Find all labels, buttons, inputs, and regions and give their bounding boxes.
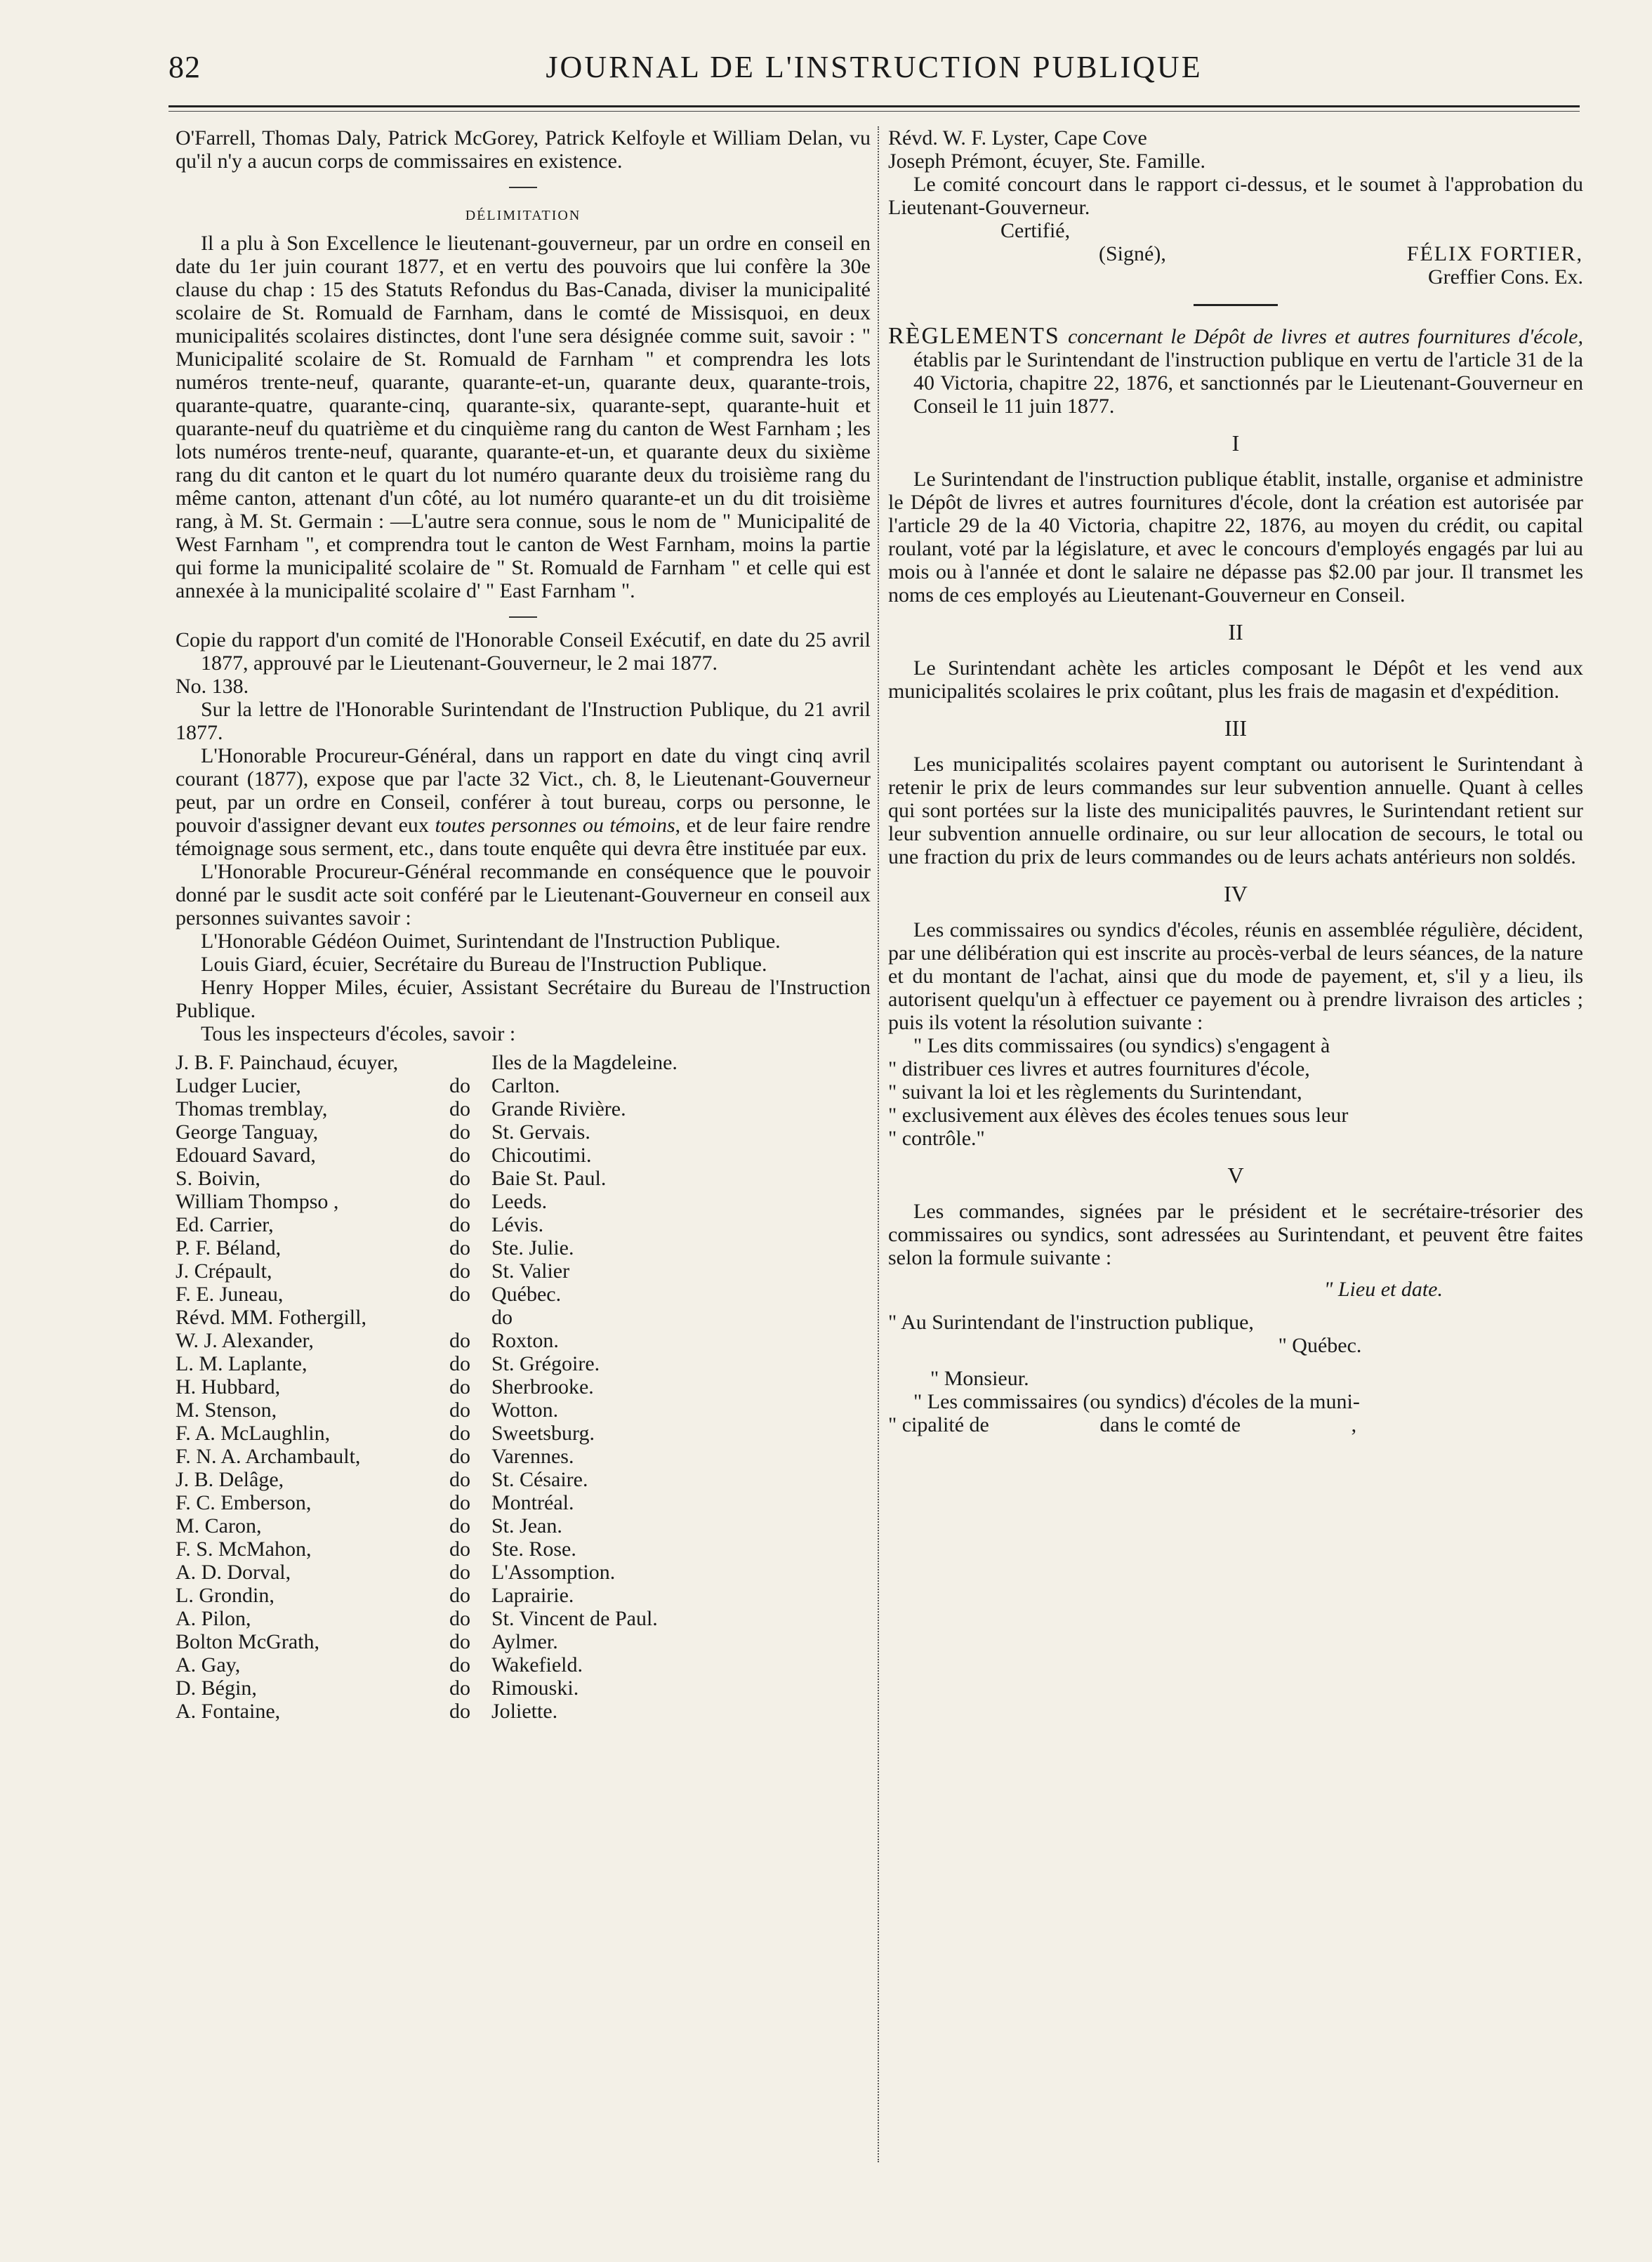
roster-do (428, 1306, 491, 1329)
roster-place: Baie St. Paul. (491, 1167, 607, 1190)
roster-place: St. Grégoire. (491, 1352, 600, 1375)
roster-do: do (449, 1074, 470, 1097)
roster-row (176, 1213, 871, 1236)
roster-name: M. Caron, (176, 1514, 262, 1537)
signe: (Signé), (1099, 242, 1166, 265)
roster-name: D. Bégin, (176, 1676, 257, 1700)
paragraph: Les municipalités scolaires payent comptant ou autorisent le Surintendant à retenir le prix de leurs commandes sur leur subvention annuelle. Quant à celles qui sont portées sur la liste des municipalités pauvres, le Surintendant retient sur leur subvention annuelle ordinaire, ou sur leur allocation de secours, le total ou une fraction du prix de leurs commandes ou de leurs achats antérieurs non soldés. (888, 753, 1583, 868)
roster-do: do (449, 1445, 470, 1468)
roster-name: Thomas tremblay, (176, 1097, 328, 1120)
roster-row (176, 1398, 871, 1422)
roster-do: do (449, 1259, 470, 1283)
roster-name: A. Gay, (176, 1653, 241, 1676)
roster-name: Bolton McGrath, (176, 1630, 319, 1653)
journal-title: JOURNAL DE L'INSTRUCTION PUBLIQUE (546, 50, 1203, 84)
roster-place: Leeds. (491, 1190, 548, 1213)
roster-do: do (449, 1097, 470, 1120)
roster-row (176, 1676, 871, 1700)
roster-row (176, 1051, 871, 1074)
roster-place: Joliette. (491, 1700, 558, 1723)
page-header (168, 44, 1580, 93)
section-number: III (1224, 715, 1247, 741)
roster-name: Révd. MM. Fothergill, (176, 1306, 366, 1329)
roster-name: J. B. F. Painchaud, écuyer, (176, 1051, 399, 1074)
roster-place: Wakefield. (491, 1653, 583, 1676)
column-divider (878, 126, 879, 2162)
paragraph: Les commissaires ou syndics d'écoles, réunis en assemblée régulière, décident, par une délibération qui est inscrite au procès-verbal de leurs séances, de la nature et du montant de l'achat, ainsi que du mode de payement, et, s'il y a lieu, ils autorisent quelqu'un à effectuer ce payement ou à prendre livraison des articles ; puis ils votent la résolution suivante : (888, 918, 1583, 1034)
section-rule (1194, 304, 1278, 306)
paragraph: Révd. W. F. Lyster, Cape Cove (888, 126, 1147, 150)
roster-row (176, 1468, 871, 1491)
paragraph: Il a plu à Son Excellence le lieutenant-gouverneur, par un ordre en conseil en date du 1er juin courant 1877, et en vertu des pouvoirs que lui confère la 30e clause du chap : 15 des Statuts Refondus du Bas-Canada, diviser la municipalité scolaire de St. Romuald de Farnham, dans le comté de Missisquoi, en deux municipalités scolaires distinctes, dont l'une sera désignée comme suit, savoir : " Municipalité scolaire de St. Romuald de Farnham " et comprendra les lots numéros trente-neuf, quarante, quarante-et-un, quarante deux, quarante-trois, quarante-quatre, quarante-cinq, quarante-six, quarante-sept, quarante-huit et quarante-neuf du quatrième et du cinquième rang du canton de West Farnham ; les lots numéros trente-neuf, quarante, quarante-et-un, et quarante deux du sixième rang du dit canton et le quart du lot numéro quarante deux du troisième rang du même canton, attenant d'un côté, au lot numéro quarante-et un du dit troisième rang, à M. St. Germain : —L'autre sera connue, sous le nom de " Municipalité de West Farnham ", et comprendra tout le canton de West Farnham, moins la partie qui forme la municipalité scolaire de " St. Romuald de Farnham " et celle qui est annexée à la municipalité scolaire d' " East Farnham ". (176, 232, 871, 602)
roster-do: do (449, 1213, 470, 1236)
roster-place: St. Vincent de Paul. (491, 1607, 658, 1630)
address-line: " Au Surintendant de l'instruction publique, (888, 1311, 1254, 1334)
roster-name: L. Grondin, (176, 1584, 275, 1607)
roster-row (176, 1607, 871, 1630)
quote-line: " Les dits commissaires (ou syndics) s'engagent à (913, 1034, 1330, 1057)
roster-row (176, 1167, 871, 1190)
address-line: " Québec. (1278, 1334, 1362, 1357)
roster-do: do (449, 1422, 470, 1445)
lieu-et-date: " Lieu et date. (1323, 1278, 1443, 1301)
roster-place: Sweetsburg. (491, 1422, 595, 1445)
roster-do: do (449, 1584, 470, 1607)
paragraph: L'Honorable Gédéon Ouimet, Surintendant de l'Instruction Publique. (201, 930, 781, 953)
section-number: V (1227, 1163, 1244, 1188)
roster-name: Edouard Savard, (176, 1144, 316, 1167)
roster-do: do (449, 1607, 470, 1630)
roster-row (176, 1283, 871, 1306)
letter-line: " Les commissaires (ou syndics) d'écoles de la muni- (913, 1390, 1360, 1413)
roster-place: Laprairie. (491, 1584, 574, 1607)
roster-row (176, 1584, 871, 1607)
roster-row (176, 1120, 871, 1144)
roster-do: do (449, 1375, 470, 1398)
roster-row (176, 1491, 871, 1514)
roster-do: do (449, 1537, 470, 1561)
roster-name: L. M. Laplante, (176, 1352, 308, 1375)
roster-name: A. Pilon, (176, 1607, 251, 1630)
section-dash (176, 174, 871, 197)
roster-row (176, 1144, 871, 1167)
paragraph: L'Honorable Procureur-Général recommande en conséquence que le pouvoir donné par le susdit acte soit conféré par le Lieutenant-Gouverneur en conseil aux personnes suivantes savoir : (176, 860, 871, 930)
roster-name: S. Boivin, (176, 1167, 260, 1190)
roster-do: do (449, 1236, 470, 1259)
roster-do: do (449, 1491, 470, 1514)
roster-row (176, 1329, 871, 1352)
roster-row (176, 1306, 871, 1329)
roster-row (176, 1259, 871, 1283)
roster-place: St. Valier (491, 1259, 570, 1283)
roster-do: do (449, 1352, 470, 1375)
inspector-roster (176, 1051, 871, 1723)
header-rule (168, 105, 1580, 112)
paragraph: No. 138. (176, 675, 249, 698)
roster-place: Varennes. (491, 1445, 574, 1468)
roster-name: P. F. Béland, (176, 1236, 282, 1259)
quote-line: " distribuer ces livres et autres fournitures d'école, (888, 1057, 1310, 1080)
roster-place: St. Césaire. (491, 1468, 588, 1491)
roster-do: do (449, 1329, 470, 1352)
section-number: IV (1224, 881, 1248, 906)
roster-row (176, 1375, 871, 1398)
quote-line: " suivant la loi et les règlements du Surintendant, (888, 1080, 1302, 1104)
roster-place: Sherbrooke. (491, 1375, 594, 1398)
quote-line: " contrôle." (888, 1127, 985, 1150)
roster-place: Carlton. (491, 1074, 560, 1097)
roster-do: do (449, 1561, 470, 1584)
roster-do: do (449, 1630, 470, 1653)
roster-name: M. Stenson, (176, 1398, 277, 1422)
roster-place: Aylmer. (491, 1630, 558, 1653)
roster-do: do (449, 1120, 470, 1144)
roster-place: Ste. Rose. (491, 1537, 576, 1561)
roster-do: do (449, 1190, 470, 1213)
roster-name: A. D. Dorval, (176, 1561, 291, 1584)
roster-place: Grande Rivière. (491, 1097, 626, 1120)
roster-place: do (491, 1306, 513, 1329)
roster-do: do (449, 1653, 470, 1676)
certifie: Certifié, (1000, 219, 1071, 242)
roster-place: Wotton. (491, 1398, 559, 1422)
paragraph: Le Surintendant de l'instruction publique établit, installe, organise et administre le Dépôt de livres et autres fournitures d'école, dont la création est autorisée par l'article 29 de la 40 Victoria, chapitre 22, 1876, au moyen du crédit, ou capital roulant, voté par la législature, et avec le concours d'employés engagés par lui au mois ou à l'année et dont le salaire ne dépasse pas $2.00 par jour. Il transmet les noms de ces employés au Lieutenant-Gouverneur en Conseil. (888, 468, 1583, 607)
roster-row (176, 1074, 871, 1097)
roster-place: Iles de la Magdeleine. (491, 1051, 678, 1074)
roster-name: Ed. Carrier, (176, 1213, 274, 1236)
left-column (176, 126, 871, 2204)
roster-place: Montréal. (491, 1491, 574, 1514)
roster-do: do (449, 1398, 470, 1422)
page-number: 82 (168, 50, 201, 84)
paragraph: Le Surintendant achète les articles composant le Dépôt et les vend aux municipalités scolaires le prix coûtant, plus les frais de magasin et d'expédition. (888, 656, 1583, 703)
paragraph: O'Farrell, Thomas Daly, Patrick McGorey, Patrick Kelfoyle et William Delan, vu qu'il n'y a aucun corps de commissaires en existence. (176, 126, 871, 173)
roster-do: do (449, 1700, 470, 1723)
roster-place: Lévis. (491, 1213, 544, 1236)
roster-do: do (449, 1676, 470, 1700)
roster-place: Roxton. (491, 1329, 559, 1352)
roster-name: F. E. Juneau, (176, 1283, 284, 1306)
roster-do: do (449, 1144, 470, 1167)
roster-name: William Thompso , (176, 1190, 339, 1213)
paragraph: Tous les inspecteurs d'écoles, savoir : (201, 1022, 516, 1045)
roster-place: Ste. Julie. (491, 1236, 574, 1259)
paragraph: Les commandes, signées par le président et le secrétaire-trésorier des commissaires ou syndics, sont adressées au Surintendant, et peuvent être faites selon la formule suivante : (888, 1200, 1583, 1269)
signature-line (888, 242, 1583, 265)
reglements-intro: RÈGLEMENTS concernant le Dépôt de livres et autres fournitures d'école, établis par le Surintendant de l'instruction publique en vertu de l'article 31 de la 40 Victoria, chapitre 22, 1876, et sanctionnés par le Lieutenant-Gouverneur en Conseil le 11 juin 1877. (888, 323, 1583, 418)
roster-place: Rimouski. (491, 1676, 579, 1700)
roster-row (176, 1514, 871, 1537)
roster-name: F. C. Emberson, (176, 1491, 312, 1514)
roster-name: F. A. McLaughlin, (176, 1422, 331, 1445)
section-number: I (1231, 430, 1240, 456)
roster-row (176, 1190, 871, 1213)
roster-name: F. N. A. Archambault, (176, 1445, 361, 1468)
roster-name: A. Fontaine, (176, 1700, 281, 1723)
signer-name: FÉLIX FORTIER, (1406, 242, 1583, 265)
paragraph: Le comité concourt dans le rapport ci-dessus, et le soumet à l'approbation du Lieutenant-Gouverneur. (888, 173, 1583, 219)
paragraph: Copie du rapport d'un comité de l'Honorable Conseil Exécutif, en date du 25 avril 1877, approuvé par le Lieutenant-Gouverneur, le 2 mai 1877. (176, 628, 871, 675)
roster-row (176, 1097, 871, 1120)
roster-name: J. B. Delâge, (176, 1468, 284, 1491)
roster-place: L'Assomption. (491, 1561, 616, 1584)
right-column (888, 126, 1583, 2204)
roster-name: F. S. McMahon, (176, 1537, 312, 1561)
roster-name: George Tanguay, (176, 1120, 319, 1144)
paragraph: Joseph Prémont, écuyer, Ste. Famille. (888, 150, 1206, 173)
roster-name: Ludger Lucier, (176, 1074, 301, 1097)
quote-line: " exclusivement aux élèves des écoles tenues sous leur (888, 1104, 1349, 1127)
roster-row (176, 1422, 871, 1445)
letter-line: " cipalité de dans le comté de , (888, 1413, 1357, 1436)
roster-place: St. Gervais. (491, 1120, 590, 1144)
roster-do (428, 1051, 491, 1074)
paragraph: Louis Giard, écuier, Secrétaire du Bureau de l'Instruction Publique. (201, 953, 767, 976)
roster-do: do (449, 1283, 470, 1306)
roster-row (176, 1236, 871, 1259)
roster-place: St. Jean. (491, 1514, 562, 1537)
paragraph: L'Honorable Procureur-Général, dans un rapport en date du vingt cinq avril courant (1877), expose que par l'acte 32 Vict., ch. 8, le Lieutenant-Gouverneur peut, par un ordre en Conseil, conférer à tout bureau, corps ou personne, le pouvoir d'assigner devant eux toutes personnes ou témoins, et de leur faire rendre témoignage sous serment, etc., dans toute enquête qui devra être instituée par eux. (176, 744, 871, 860)
roster-place: Québec. (491, 1283, 562, 1306)
roster-name: H. Hubbard, (176, 1375, 281, 1398)
paragraph: Henry Hopper Miles, écuier, Assistant Secrétaire du Bureau de l'Instruction Publique. (176, 976, 871, 1022)
section-dash (176, 604, 871, 627)
roster-name: J. Crépault, (176, 1259, 272, 1283)
roster-row (176, 1653, 871, 1676)
roster-row (176, 1445, 871, 1468)
roster-name: W. J. Alexander, (176, 1329, 314, 1352)
roster-do: do (449, 1514, 470, 1537)
paragraph: Sur la lettre de l'Honorable Surintendant de l'Instruction Publique, du 21 avril 1877. (176, 698, 871, 744)
roster-do: do (449, 1167, 470, 1190)
greffier: Greffier Cons. Ex. (1427, 265, 1583, 289)
section-number: II (1228, 619, 1243, 644)
roster-row (176, 1561, 871, 1584)
salutation: " Monsieur. (930, 1367, 1029, 1390)
roster-row (176, 1630, 871, 1653)
roster-row (176, 1352, 871, 1375)
heading-delimitation: DÉLIMITATION (465, 208, 581, 223)
roster-do: do (449, 1468, 470, 1491)
roster-row (176, 1537, 871, 1561)
roster-place: Chicoutimi. (491, 1144, 592, 1167)
roster-row (176, 1700, 871, 1723)
